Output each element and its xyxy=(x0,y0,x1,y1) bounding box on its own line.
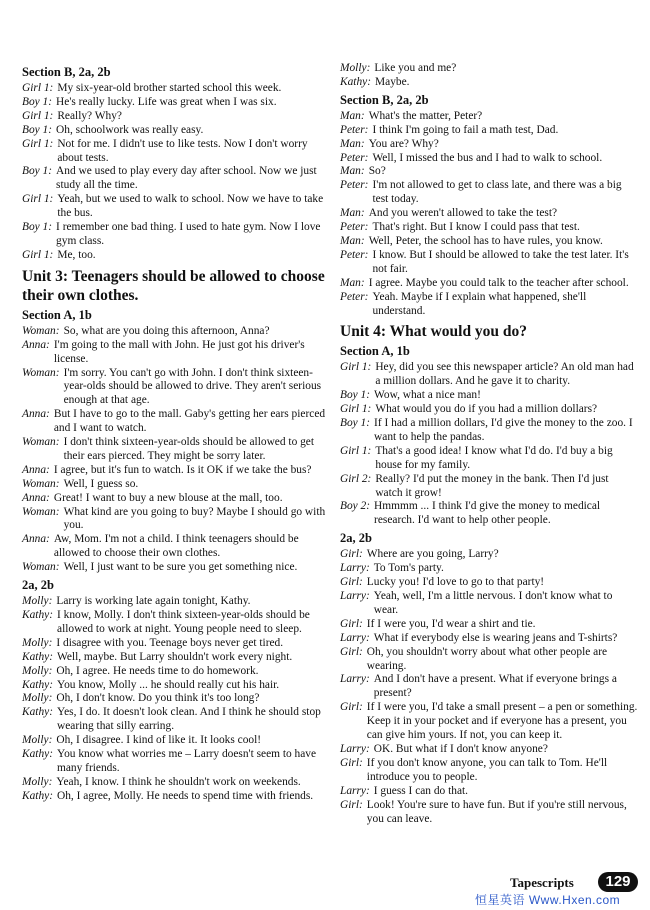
dialogue-text: If I were you, I'd take a small present – a pen or something. Keep it in your pocket and if everyone has a present, you can give him yours. If not, you can keep it. xyxy=(366,701,638,742)
speaker-label: Peter: xyxy=(340,179,369,192)
speaker-label: Molly: xyxy=(340,62,371,74)
dialogue-line xyxy=(340,165,640,179)
dialogue-text: Larry is working late again tonight, Kathy. xyxy=(56,595,251,608)
dialogue-text: What if everybody else is wearing jeans and T-shirts? xyxy=(373,631,618,644)
dialogue-text: Well, I missed the bus and I had to walk to school. xyxy=(372,151,603,164)
speaker-label: Molly: xyxy=(22,692,53,705)
dialogue-line xyxy=(22,706,328,734)
unit-title: Unit 3: Teenagers should be allowed to choose their own clothes. xyxy=(22,267,325,304)
speaker-label: Girl 1: xyxy=(22,137,54,150)
dialogue-line xyxy=(340,673,640,701)
dialogue-line xyxy=(340,110,640,124)
dialogue-line xyxy=(22,464,328,478)
right-column xyxy=(340,62,640,826)
dialogue-line xyxy=(340,249,640,277)
dialogue-text: I don't think sixteen-year-olds should be allowed to get their ears pierced. They might be sorry later. xyxy=(63,436,315,462)
section-heading: Section A, 1b xyxy=(22,307,92,322)
speaker-label: Larry: xyxy=(340,673,370,686)
speaker-label: Girl: xyxy=(340,701,363,714)
dialogue-text: Yeah, well, I'm a little nervous. I don't know what to wear. xyxy=(373,590,613,616)
speaker-label: Larry: xyxy=(340,590,370,602)
speaker-label: Girl 1: xyxy=(22,109,54,122)
watermark: 恒星英语 Www.Hxen.com xyxy=(475,893,621,907)
speaker-label: Kathy: xyxy=(22,678,54,691)
speaker-label: Girl 2: xyxy=(340,472,372,485)
dialogue-line xyxy=(22,595,328,609)
speaker-label: Anna: xyxy=(22,463,50,476)
speaker-label: Woman: xyxy=(22,561,60,574)
dialogue-line xyxy=(340,799,640,827)
speaker-label: Girl: xyxy=(340,756,363,769)
dialogue-text: I'm sorry. You can't go with John. I don't think sixteen-year-olds should be allowed to drive. They aren't serious enough at that age. xyxy=(63,366,322,407)
dialogue-text: I'm not allowed to get to class late, and there was a big test today. xyxy=(372,179,622,206)
speaker-label: Larry: xyxy=(340,631,370,644)
dialogue-text: Well, I guess so. xyxy=(63,477,139,490)
dialogue-line xyxy=(22,436,328,464)
dialogue-text: Oh, I agree, Molly. He needs to spend time with friends. xyxy=(57,789,314,802)
speaker-label: Man: xyxy=(340,137,365,150)
dialogue-line xyxy=(22,478,328,492)
dialogue-line xyxy=(340,152,640,166)
dialogue-text: Hmmmm ... I think I'd give the money to medical research. I'd want to help other people. xyxy=(374,500,601,527)
speaker-label: Boy 2: xyxy=(340,500,371,513)
dialogue-text: So? xyxy=(368,165,386,178)
speaker-label: Anna: xyxy=(22,338,50,351)
speaker-label: Anna: xyxy=(22,491,50,504)
speaker-label: Molly: xyxy=(22,664,53,677)
dialogue-text: Yes, I do. It doesn't look clean. And I think he should stop wearing that silly earring. xyxy=(57,706,321,733)
speaker-label: Girl: xyxy=(340,645,363,658)
dialogue-text: Really? Why? xyxy=(57,109,122,122)
speaker-label: Woman: xyxy=(22,505,60,518)
dialogue-text: Aw, Mom. I'm not a child. I think teenagers should be allowed to choose their own clothes. xyxy=(53,533,299,560)
section-heading: Section A, 1b xyxy=(340,344,410,359)
dialogue-line xyxy=(22,748,328,776)
dialogue-line xyxy=(22,408,328,436)
dialogue-line xyxy=(340,548,640,562)
dialogue-text: So, what are you doing this afternoon, Anna? xyxy=(63,324,270,337)
dialogue-text: I disagree with you. Teenage boys never get tired. xyxy=(56,636,284,649)
dialogue-line xyxy=(22,165,328,193)
speaker-label: Molly: xyxy=(22,734,53,747)
section-heading: 2a, 2b xyxy=(340,531,372,546)
speaker-label: Anna: xyxy=(22,408,50,421)
speaker-label: Girl 1: xyxy=(22,248,54,261)
dialogue-text: I think I'm going to fail a math test, Dad. xyxy=(372,123,559,136)
dialogue-text: But I have to go to the mall. Gaby's getting her ears pierced and I want to watch. xyxy=(53,408,326,435)
dialogue-text: Well, Peter, the school has to have rules, you know. xyxy=(368,234,603,247)
speaker-label: Molly: xyxy=(22,595,53,608)
dialogue-line xyxy=(22,776,328,790)
dialogue-line xyxy=(340,277,640,291)
dialogue-text: If you don't know anyone, you can talk to Tom. He'll introduce you to people. xyxy=(366,756,608,783)
dialogue-line xyxy=(22,492,328,506)
speaker-label: Man: xyxy=(340,165,365,178)
dialogue-text: Oh, you shouldn't worry about what other people are wearing. xyxy=(366,645,608,672)
dialogue-line xyxy=(22,110,328,124)
speaker-label: Girl 1: xyxy=(22,193,54,206)
dialogue-line xyxy=(340,235,640,249)
dialogue-text: And we used to play every day after school. Now we just study all the time. xyxy=(56,165,317,192)
dialogue-text: Yeah, but we used to walk to school. Now we have to take the bus. xyxy=(57,193,324,220)
speaker-label: Boy 1: xyxy=(22,95,53,108)
dialogue-text: If I had a million dollars, I'd give the money to the zoo. I want to help the pandas. xyxy=(374,417,633,443)
dialogue-text: Where are you going, Larry? xyxy=(366,548,499,561)
dialogue-text: Yeah. Maybe if I explain what happened, she'll understand. xyxy=(372,290,587,317)
dialogue-line xyxy=(22,249,328,263)
dialogue-text: Hey, did you see this newspaper article? An old man had a million dollars. And he gave it to charity. xyxy=(375,361,634,388)
dialogue-line xyxy=(340,124,640,138)
speaker-label: Kathy: xyxy=(22,650,54,663)
dialogue-text: Wow, what a nice man! xyxy=(374,389,481,402)
speaker-label: Boy 1: xyxy=(22,221,53,234)
section-heading: Section B, 2a, 2b xyxy=(22,65,111,79)
dialogue-text: Maybe. xyxy=(375,75,410,88)
speaker-label: Man: xyxy=(340,109,365,122)
speaker-label: Woman: xyxy=(22,366,60,379)
dialogue-line xyxy=(340,76,640,90)
speaker-label: Girl: xyxy=(340,798,363,811)
dialogue-line xyxy=(340,62,640,76)
speaker-label: Woman: xyxy=(22,436,60,449)
dialogue-text: Me, too. xyxy=(57,248,96,261)
dialogue-line xyxy=(340,179,640,207)
section-heading: Section B, 2a, 2b xyxy=(340,92,429,107)
dialogue-text: Yeah, I know. I think he shouldn't work on weekends. xyxy=(56,775,301,788)
dialogue-line xyxy=(22,790,328,804)
dialogue-text: I agree. Maybe you could talk to the teacher after school. xyxy=(368,276,629,289)
dialogue-text: What would you do if you had a million dollars? xyxy=(375,403,598,416)
speaker-label: Boy 1: xyxy=(22,165,53,178)
dialogue-line xyxy=(340,138,640,152)
dialogue-text: He's really lucky. Life was great when I was six. xyxy=(56,95,277,108)
dialogue-line xyxy=(22,651,328,665)
speaker-label: Larry: xyxy=(340,784,370,797)
section-heading: 2a, 2b xyxy=(22,578,54,593)
dialogue-line xyxy=(340,361,640,389)
dialogue-line xyxy=(340,417,640,445)
footer-title: Tapescripts xyxy=(510,875,574,890)
dialogue-text: Oh, I don't know. Do you think it's too long? xyxy=(56,692,260,705)
speaker-label: Peter: xyxy=(340,123,369,136)
dialogue-text: I guess I can do that. xyxy=(373,784,469,797)
dialogue-text: Great! I want to buy a new blouse at the mall, too. xyxy=(53,491,283,504)
dialogue-line xyxy=(22,506,328,534)
dialogue-line xyxy=(340,207,640,221)
dialogue-text: Really? I'd put the money in the bank. Then I'd just watch it grow! xyxy=(375,472,609,499)
dialogue-line xyxy=(22,679,328,693)
speaker-label: Peter: xyxy=(340,290,369,303)
dialogue-line xyxy=(22,561,328,575)
dialogue-text: I know. But I should be allowed to take the test later. It's not fair. xyxy=(372,248,629,275)
speaker-label: Girl 1: xyxy=(340,361,372,374)
dialogue-line xyxy=(340,646,640,674)
dialogue-line xyxy=(22,692,328,706)
dialogue-line xyxy=(340,632,640,646)
dialogue-line xyxy=(22,637,328,651)
dialogue-line xyxy=(340,562,640,576)
dialogue-text: Oh, I disagree. I kind of like it. It looks cool! xyxy=(56,734,262,747)
speaker-label: Woman: xyxy=(22,324,60,337)
speaker-label: Kathy: xyxy=(340,75,372,88)
dialogue-line xyxy=(340,785,640,799)
dialogue-line xyxy=(22,325,328,339)
dialogue-line xyxy=(22,124,328,138)
speaker-label: Girl 1: xyxy=(22,82,54,94)
dialogue-text: OK. But what if I don't know anyone? xyxy=(373,742,548,755)
speaker-label: Girl: xyxy=(340,617,363,630)
dialogue-text: Lucky you! I'd love to go to that party! xyxy=(366,576,545,589)
speaker-label: Girl 1: xyxy=(340,444,372,457)
dialogue-text: What's the matter, Peter? xyxy=(368,109,483,122)
dialogue-line xyxy=(22,533,328,561)
dialogue-line xyxy=(22,82,328,96)
speaker-label: Peter: xyxy=(340,248,369,261)
dialogue-text: And you weren't allowed to take the test? xyxy=(368,207,558,220)
dialogue-text: Like you and me? xyxy=(374,62,457,74)
dialogue-line xyxy=(22,193,328,221)
speaker-label: Larry: xyxy=(340,562,370,575)
dialogue-line xyxy=(340,500,640,528)
speaker-label: Peter: xyxy=(340,151,369,164)
dialogue-line xyxy=(340,590,640,618)
speaker-label: Woman: xyxy=(22,477,60,490)
speaker-label: Boy 1: xyxy=(22,123,53,136)
dialogue-text: You are? Why? xyxy=(368,137,439,150)
dialogue-line xyxy=(22,367,328,409)
dialogue-line xyxy=(22,138,328,166)
dialogue-text: If I were you, I'd wear a shirt and tie. xyxy=(366,617,536,630)
dialogue-line xyxy=(340,743,640,757)
speaker-label: Man: xyxy=(340,234,365,247)
page-number: 129 xyxy=(598,872,638,892)
speaker-label: Kathy: xyxy=(22,609,54,621)
dialogue-text: You know, Molly ... he should really cut his hair. xyxy=(57,678,280,691)
unit-title: Unit 4: What would you do? xyxy=(340,323,528,341)
speaker-label: Kathy: xyxy=(22,789,54,802)
dialogue-line xyxy=(22,96,328,110)
speaker-label: Larry: xyxy=(340,742,370,755)
dialogue-line xyxy=(340,445,640,473)
speaker-label: Girl: xyxy=(340,548,363,561)
speaker-label: Kathy: xyxy=(22,706,54,719)
dialogue-text: My six-year-old brother started school this week. xyxy=(57,82,282,94)
dialogue-line xyxy=(22,734,328,748)
dialogue-text: That's right. But I know I could pass that test. xyxy=(372,221,580,234)
speaker-label: Molly: xyxy=(22,636,53,649)
dialogue-text: Oh, I agree. He needs time to do homework. xyxy=(56,664,259,677)
dialogue-text: That's a good idea! I know what I'd do. I'd buy a big house for my family. xyxy=(375,444,613,471)
speaker-label: Girl: xyxy=(340,576,363,589)
dialogue-text: And I don't have a present. What if everyone brings a present? xyxy=(373,673,617,700)
speaker-label: Molly: xyxy=(22,775,53,788)
dialogue-line xyxy=(22,221,328,249)
dialogue-text: Well, maybe. But Larry shouldn't work every night. xyxy=(57,650,293,663)
dialogue-text: Oh, schoolwork was really easy. xyxy=(56,123,204,136)
dialogue-line xyxy=(340,618,640,632)
dialogue-text: You know what worries me – Larry doesn't seem to have many friends. xyxy=(57,748,317,774)
dialogue-line xyxy=(340,576,640,590)
dialogue-line xyxy=(22,665,328,679)
dialogue-line xyxy=(340,473,640,501)
dialogue-text: What kind are you going to buy? Maybe I should go with you. xyxy=(63,505,326,532)
dialogue-text: I know, Molly. I don't think sixteen-year-olds should be allowed to work at night. Young people need to sleep. xyxy=(57,609,310,635)
dialogue-text: I'm going to the mall with John. He just got his driver's license. xyxy=(53,338,305,365)
speaker-label: Boy 1: xyxy=(340,417,371,430)
speaker-label: Boy 1: xyxy=(340,389,371,402)
speaker-label: Peter: xyxy=(340,221,369,234)
dialogue-line xyxy=(22,339,328,367)
dialogue-text: Well, I just want to be sure you get something nice. xyxy=(63,561,298,574)
dialogue-line xyxy=(340,291,640,319)
dialogue-text: I remember one bad thing. I used to hate gym. Now I love gym class. xyxy=(56,221,321,247)
speaker-label: Man: xyxy=(340,276,365,289)
dialogue-line xyxy=(340,757,640,785)
dialogue-line xyxy=(340,701,640,743)
speaker-label: Girl 1: xyxy=(340,403,372,416)
dialogue-text: Not for me. I didn't use to like tests. Now I don't worry about tests. xyxy=(57,137,308,164)
dialogue-line xyxy=(340,389,640,403)
speaker-label: Anna: xyxy=(22,533,50,546)
dialogue-text: Look! You're sure to have fun. But if you're still nervous, you can leave. xyxy=(366,798,627,825)
left-column xyxy=(22,62,328,804)
dialogue-line xyxy=(22,609,328,637)
dialogue-text: To Tom's party. xyxy=(373,562,444,575)
dialogue-line xyxy=(340,403,640,417)
dialogue-text: I agree, but it's fun to watch. Is it OK if we take the bus? xyxy=(53,463,312,476)
speaker-label: Kathy: xyxy=(22,748,54,761)
dialogue-line xyxy=(340,221,640,235)
speaker-label: Man: xyxy=(340,207,365,220)
